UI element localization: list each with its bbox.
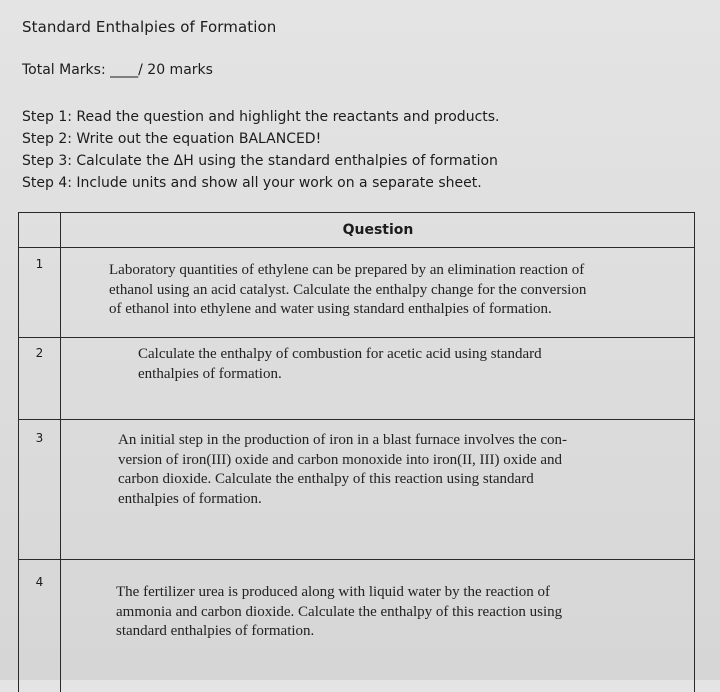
step-4: Step 4: Include units and show all your work on a separate sheet.	[22, 175, 482, 191]
row-divider	[19, 559, 694, 560]
step-3: Step 3: Calculate the ΔH using the standard enthalpies of formation	[22, 153, 498, 169]
questions-table	[18, 212, 695, 692]
question-line: enthalpies of formation.	[118, 490, 262, 507]
question-line: Laboratory quantities of ethylene can be prepared by an elimination reaction of	[109, 262, 585, 278]
row-divider	[19, 337, 694, 338]
question-line: version of iron(III) oxide and carbon monoxide into iron(II, III) oxide and	[118, 451, 563, 468]
step-2: Step 2: Write out the equation BALANCED!	[22, 131, 322, 147]
row-number: 4	[35, 575, 44, 589]
question-line: carbon dioxide. Calculate the enthalpy of this reaction using standard	[118, 471, 534, 487]
row-number: 2	[35, 346, 44, 360]
row-divider	[19, 247, 694, 248]
question-line: ammonia and carbon dioxide. Calculate the enthalpy of this reaction using	[116, 603, 563, 620]
row-divider	[19, 419, 694, 420]
step-1: Step 1: Read the question and highlight the reactants and products.	[22, 109, 500, 125]
question-line: Calculate the enthalpy of combustion for acetic acid using standard	[138, 346, 542, 362]
page-title: Standard Enthalpies of Formation	[22, 18, 277, 36]
question-line: enthalpies of formation.	[138, 365, 282, 382]
instruction-steps	[22, 106, 500, 194]
question-line: An initial step in the production of iron in a blast furnace involves the con-	[118, 432, 568, 448]
total-marks: Total Marks: ____/ 20 marks	[22, 62, 213, 78]
question-text	[118, 431, 567, 509]
question-line: ethanol using an acid catalyst. Calculate the enthalpy change for the conversion	[109, 281, 587, 298]
question-line: standard enthalpies of formation.	[116, 623, 315, 639]
row-number: 1	[35, 257, 44, 271]
row-number: 3	[35, 431, 44, 445]
number-column-divider	[60, 213, 61, 692]
question-text	[116, 583, 562, 642]
question-text	[138, 345, 542, 384]
question-text	[109, 261, 586, 320]
question-line: of ethanol into ethylene and water using standard enthalpies of formation.	[109, 301, 552, 317]
table-header: Question	[342, 222, 414, 238]
question-line: The fertilizer urea is produced along with liquid water by the reaction of	[116, 584, 551, 600]
